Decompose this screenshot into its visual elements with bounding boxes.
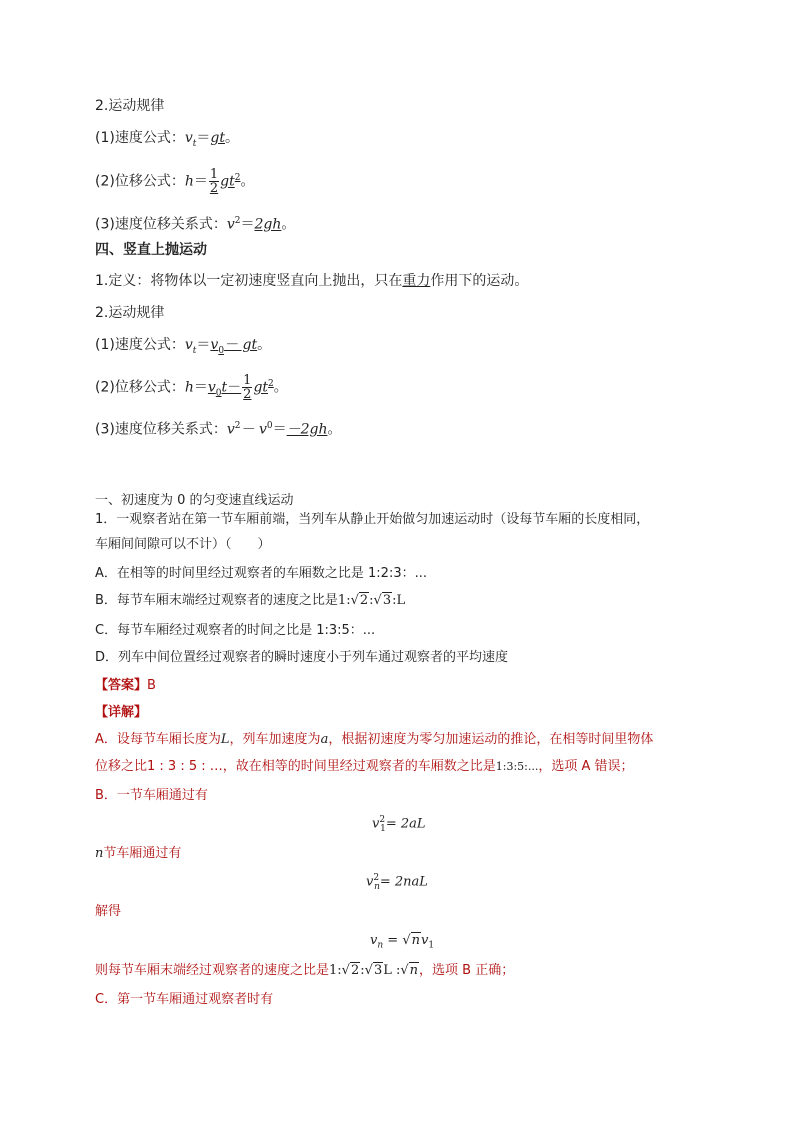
detail-text: ，选项 B 正确； bbox=[419, 963, 515, 978]
option-d: D．列车中间位置经过观察者的瞬时速度小于列车通过观察者的平均速度 bbox=[95, 650, 509, 665]
equation-2 bbox=[366, 873, 428, 892]
detail-text: ，选项 A 错误； bbox=[538, 759, 634, 774]
detail-text: ，列车加速度为 bbox=[229, 732, 321, 747]
detail-b-line2 bbox=[95, 845, 181, 863]
math-eq: ＝ bbox=[193, 173, 208, 190]
detail-a-line2 bbox=[95, 758, 634, 776]
detail-text: ，根据初速度为零匀加速运动的推论，在相等时间里物体 bbox=[328, 732, 654, 747]
sqrt-n: √n bbox=[400, 963, 419, 978]
math-term: 1: bbox=[329, 963, 342, 978]
detail-label: 【详解】 bbox=[95, 705, 148, 720]
math-var: v bbox=[184, 337, 193, 353]
problem-stem-line1: 1．一观察者站在第一节车厢前端，当列车从静止开始做匀加速运动时（设每节车厢的长度相同， bbox=[95, 512, 650, 527]
math-term: : bbox=[369, 593, 374, 608]
math-term: L : bbox=[383, 963, 401, 978]
math-exp: 2 bbox=[268, 379, 274, 389]
math-var: v bbox=[184, 130, 193, 146]
math-eq: ＝ bbox=[240, 216, 255, 233]
detail-text: 节车厢通过有 bbox=[103, 846, 182, 861]
radicand: 3 bbox=[373, 963, 383, 978]
radicand: 3 bbox=[382, 593, 392, 608]
option-b-text: B．每节车厢末端经过观察者的速度之比是 bbox=[95, 593, 338, 608]
math-rhs: gt bbox=[220, 173, 235, 190]
equation-1 bbox=[372, 815, 426, 834]
math-exp: 0 bbox=[266, 421, 273, 431]
radicand: n bbox=[411, 933, 421, 948]
detail-c-line: C．第一节车厢通过观察者时有 bbox=[95, 992, 274, 1007]
math-var: L bbox=[220, 732, 230, 747]
option-a: A．在相等的时间里经过观察者的车厢数之比是 1:2:3：... bbox=[95, 566, 427, 581]
math-var: v bbox=[421, 933, 429, 948]
detail-solve: 解得 bbox=[95, 904, 122, 919]
formula-label: (1)速度公式： bbox=[95, 130, 185, 146]
math-ratio: 1:3:5:... bbox=[495, 760, 539, 773]
heading-vertical-throw: 四、竖直上抛运动 bbox=[95, 242, 207, 258]
detail-text: 则每节车厢末端经过观察者的速度之比是 bbox=[95, 963, 330, 978]
math-sub: n bbox=[377, 940, 384, 951]
math-rhs: 2gh bbox=[254, 216, 282, 233]
math-var: v bbox=[226, 216, 235, 233]
detail-b-line1: B．一节车厢通过有 bbox=[95, 788, 208, 803]
math-sub: n bbox=[374, 881, 380, 892]
math-end: 。 bbox=[327, 421, 342, 438]
math-end: 。 bbox=[240, 173, 255, 190]
math-sub: t bbox=[192, 138, 197, 149]
math-rhs: v bbox=[207, 379, 216, 396]
radicand: n bbox=[409, 963, 419, 978]
math-eq: ＝ bbox=[272, 421, 287, 438]
math-rhs: gt bbox=[253, 379, 269, 396]
fraction-denominator: 2 bbox=[243, 387, 252, 403]
math-eq: = bbox=[387, 933, 399, 948]
definition-key: 重力 bbox=[402, 273, 431, 289]
math-rhs: = 2aL bbox=[385, 816, 426, 832]
math-rhs: = 2naL bbox=[379, 874, 428, 890]
fraction-denominator: 2 bbox=[209, 181, 219, 197]
math-rhs: t bbox=[221, 379, 228, 396]
math-term: 1: bbox=[337, 593, 351, 608]
option-b bbox=[95, 592, 405, 610]
math-rhs: －2gh bbox=[286, 421, 328, 438]
velocity-formula-2 bbox=[95, 336, 271, 360]
math-end: 。 bbox=[273, 379, 288, 396]
math-var: v bbox=[366, 874, 374, 890]
velocity-displacement-relation-2 bbox=[95, 417, 341, 439]
answer-value: B bbox=[147, 678, 156, 693]
option-c: C．每节车厢经过观察者的时间之比是 1:3:5：... bbox=[95, 623, 376, 638]
detail-a-line1 bbox=[95, 731, 653, 749]
math-expression bbox=[329, 962, 419, 978]
math-eq: ＝ bbox=[196, 337, 211, 353]
math-term: : bbox=[360, 963, 365, 978]
equation-3 bbox=[370, 933, 434, 951]
math-sub: 0 bbox=[218, 345, 225, 356]
sqrt-2: √2 bbox=[341, 963, 360, 978]
math-eq: ＝ bbox=[193, 379, 208, 396]
detail-b-conclusion bbox=[95, 962, 514, 980]
math-exp: 2 bbox=[373, 873, 380, 883]
math-sub: 1 bbox=[428, 940, 435, 951]
math-exp: 2 bbox=[234, 421, 241, 431]
displacement-formula-2 bbox=[95, 370, 288, 407]
velocity-displacement-relation bbox=[95, 212, 295, 234]
formula-label: (3)速度位移关系式： bbox=[95, 216, 227, 233]
math-minus: － v bbox=[240, 421, 267, 438]
definition-suffix: 作用下的运动。 bbox=[430, 273, 529, 289]
math-rhs: － gt bbox=[224, 337, 258, 353]
formula-label: (2)位移公式： bbox=[95, 173, 185, 190]
math-var: n bbox=[95, 846, 104, 861]
math-var: h bbox=[184, 173, 194, 190]
definition-line bbox=[95, 272, 528, 290]
math-end: 。 bbox=[281, 216, 296, 233]
math-exp: 2 bbox=[379, 815, 386, 825]
formula-label: (3)速度位移关系式： bbox=[95, 421, 227, 438]
math-var: h bbox=[184, 379, 194, 396]
fraction-numerator: 1 bbox=[209, 167, 219, 183]
radicand: 2 bbox=[350, 963, 360, 978]
sqrt-3: √3 bbox=[373, 593, 392, 608]
math-rhs: gt bbox=[210, 130, 225, 146]
fraction bbox=[242, 374, 252, 401]
sqrt-2: √2 bbox=[350, 593, 369, 608]
formula-label: (1)速度公式： bbox=[95, 337, 185, 353]
math-var: a bbox=[320, 732, 329, 747]
math-var: v bbox=[226, 421, 235, 438]
problem-stem-line2: 车厢间间隙可以不计）（ ） bbox=[95, 537, 271, 552]
math-eq: ＝ bbox=[196, 130, 211, 146]
math-exp: 2 bbox=[234, 216, 241, 226]
fraction-numerator: 1 bbox=[243, 373, 252, 389]
displacement-formula bbox=[95, 164, 254, 196]
math-var: v bbox=[372, 816, 380, 832]
heading-motion-rule: 2.运动规律 bbox=[95, 98, 165, 114]
sqrt-3: √3 bbox=[364, 963, 383, 978]
answer-label: 【答案】 bbox=[95, 678, 148, 693]
math-sub: 0 bbox=[215, 388, 222, 399]
definition-prefix: 1.定义：将物体以一定初速度竖直向上抛出，只在 bbox=[95, 273, 403, 289]
formula-label: (2)位移公式： bbox=[95, 379, 185, 396]
math-exp: 2 bbox=[234, 173, 241, 183]
math-rhs: v bbox=[210, 337, 219, 353]
detail-text: 位移之比1 : 3 : 5 : …，故在相等的时间里经过观察者的车厢数之比是 bbox=[95, 759, 496, 774]
problem-section-title: 一、初速度为 0 的匀变速直线运动 bbox=[95, 493, 294, 508]
math-sub: 1 bbox=[380, 823, 386, 834]
sqrt-n: √n bbox=[402, 933, 421, 948]
math-end: 。 bbox=[257, 337, 272, 353]
math-minus: － bbox=[227, 379, 242, 396]
radicand: 2 bbox=[359, 593, 369, 608]
velocity-formula bbox=[95, 129, 239, 153]
math-end: 。 bbox=[224, 130, 239, 146]
answer-line bbox=[95, 677, 156, 695]
detail-text: A．设每节车厢长度为 bbox=[95, 732, 221, 747]
math-sub: t bbox=[192, 345, 197, 356]
fraction bbox=[209, 168, 219, 195]
math-term: :L bbox=[392, 593, 406, 608]
math-var: v bbox=[370, 933, 378, 948]
heading-rule-2: 2.运动规律 bbox=[95, 305, 165, 321]
